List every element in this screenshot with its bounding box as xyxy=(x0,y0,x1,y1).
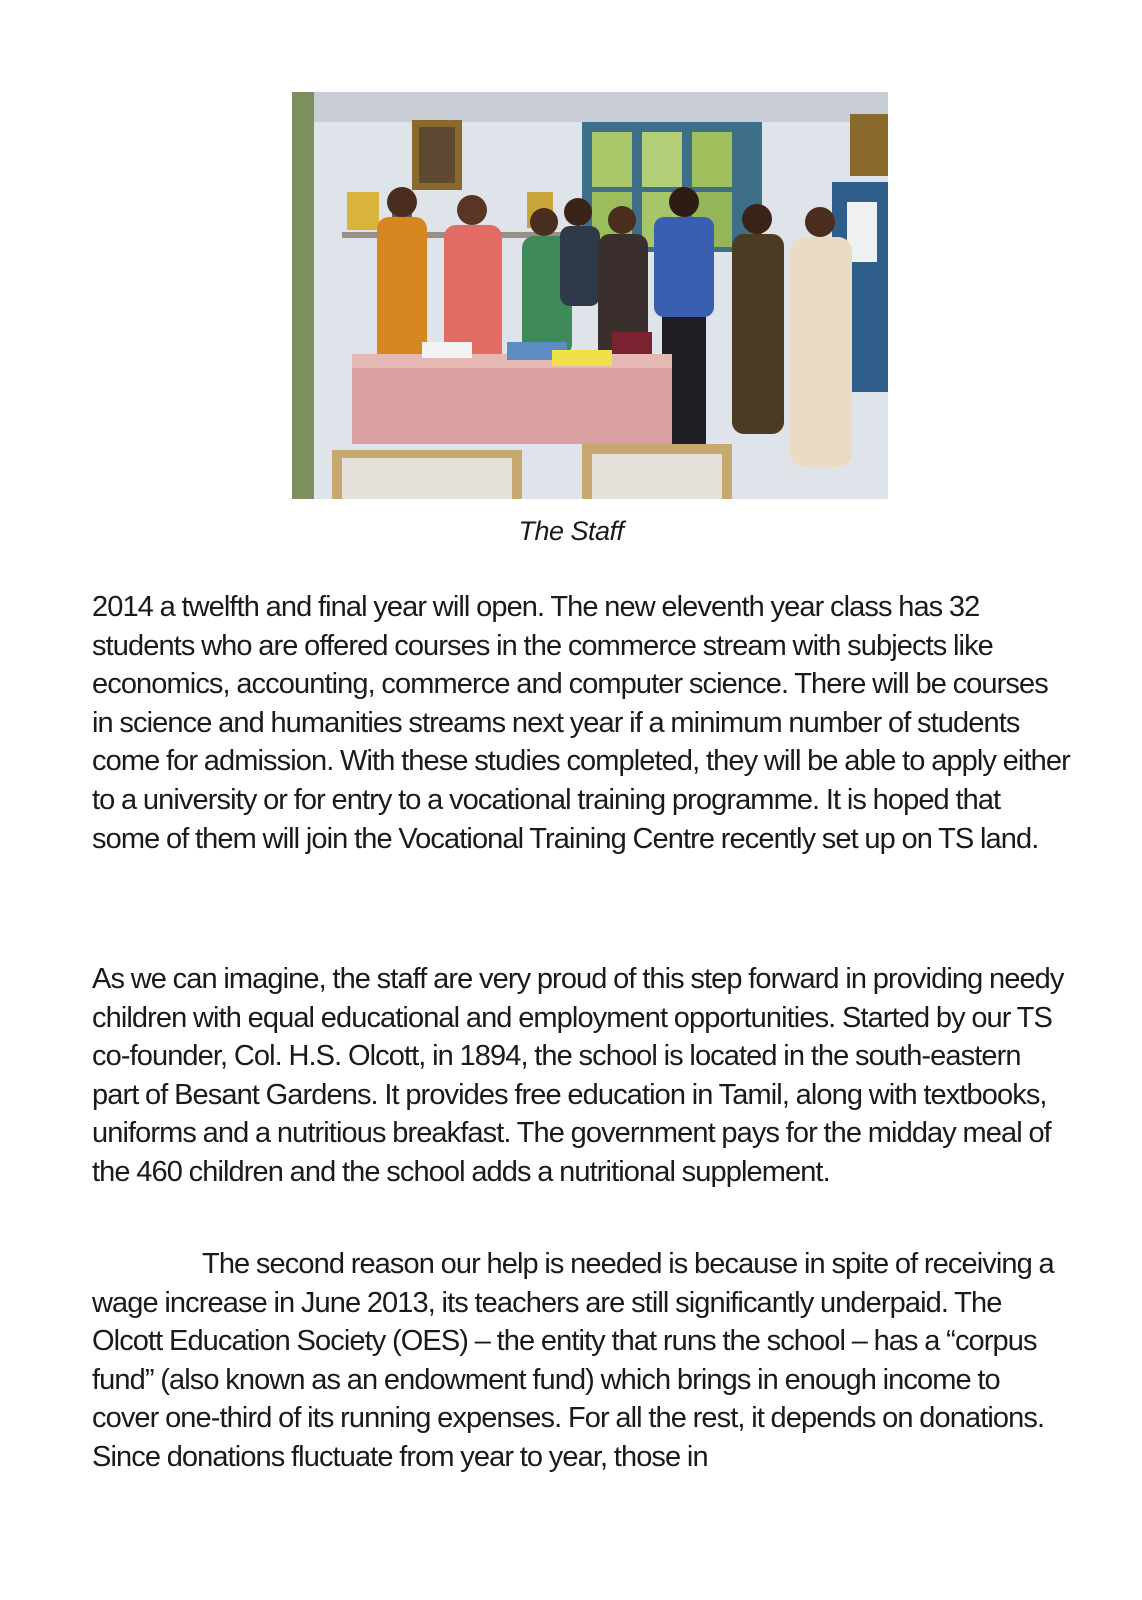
body-paragraph-2: As we can imagine, the staff are very proud of this step forward in providing needy children with equal educational and employment opportunities. Started by our TS co-founder, Col. H.S. Olcott, in 1894, the school is located in the south-eastern part of Besant Gardens. It provides free education in Tamil, along with textbooks, uniforms and a nutritious breakfast. The government pays for the midday meal of the 460 children and the school adds a nutritional supplement. xyxy=(92,963,1064,1188)
body-paragraph-1: 2014 a twelfth and final year will open. The new eleventh year class has 32 students who are offered courses in the commerce stream with subjects like economics, accounting, commerce and computer science. There will be courses in science and humanities streams next year if a minimum number of students come for admission. With these studies completed, they will be able to apply either to a university or for entry to a vocational training programme. It is hoped that some of them will join the Vocational Training Centre recently set up on TS land. xyxy=(92,591,1070,855)
body-paragraph-3: The second reason our help is needed is because in spite of receiving a wage increase in June 2013, its teachers are still significantly underpaid. The Olcott Education Society (OES) – the entity that runs the school – has a “corpus fund” (also known as an endowment fund) which brings in enough income to cover one-third of its running expenses. For all the rest, it depends on donations. Since donations fluctuate from year to year, those in xyxy=(92,1248,1054,1473)
staff-photo xyxy=(292,92,888,499)
photo-caption: The Staff xyxy=(518,516,624,546)
